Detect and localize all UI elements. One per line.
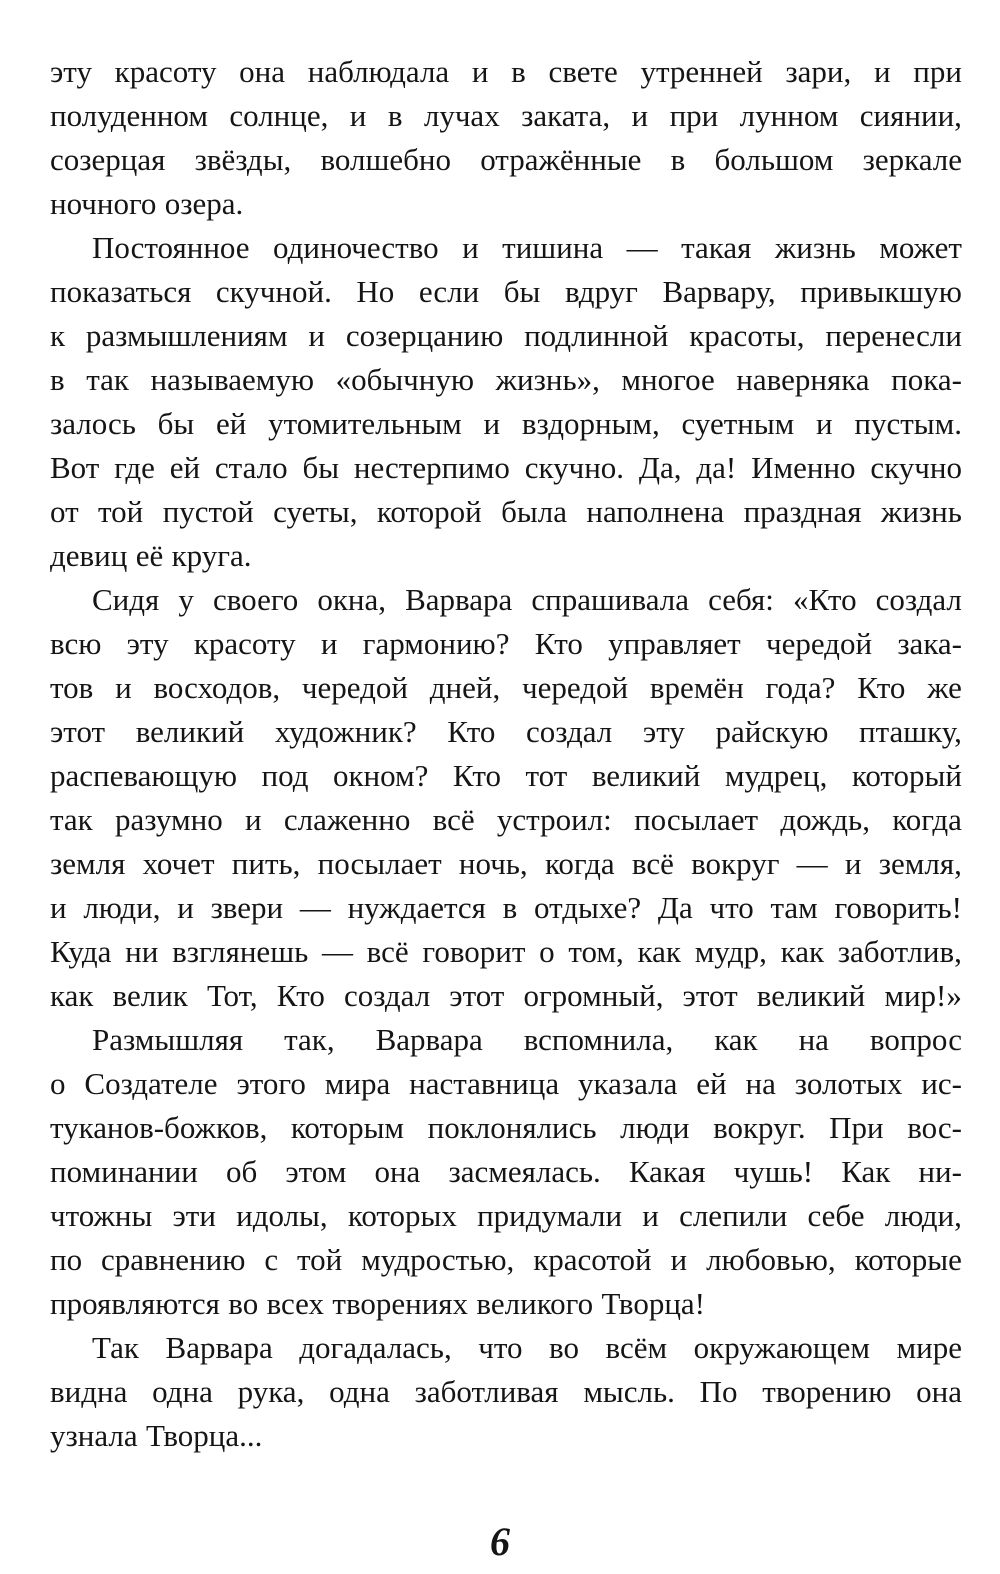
- text-line: Размышляя так, Варвара вспомнила, как на вопрос: [92, 1022, 962, 1057]
- text-line: и люди, и звери — нуждается в отдыхе? Да что там говорить!: [50, 890, 962, 925]
- text-line: Вот где ей стало бы нестерпимо скучно. Да, да! Именно скучно: [50, 450, 962, 485]
- text-line: девиц её круга.: [50, 538, 252, 573]
- text-line: Сидя у своего окна, Варвара спрашивала себя: «Кто создал: [92, 582, 962, 617]
- text-line: видна одна рука, одна заботливая мысль. По творению она: [50, 1374, 962, 1409]
- text-line: Постоянное одиночество и тишина — такая жизнь может: [92, 230, 962, 265]
- page-number: 6: [490, 1519, 510, 1564]
- text-line: залось бы ей утомительным и вздорным, суетным и пустым.: [50, 406, 962, 441]
- text-line: Так Варвара догадалась, что во всём окружающем мире: [92, 1330, 962, 1365]
- text-line: узнала Творца...: [50, 1418, 263, 1453]
- text-line: распевающую под окном? Кто тот великий мудрец, который: [50, 758, 962, 793]
- body-text: [50, 50, 962, 1458]
- text-line: к размышлениям и созерцанию подлинной красоты, перенесли: [50, 318, 962, 353]
- text-line: по сравнению с той мудростью, красотой и любовью, которые: [50, 1242, 962, 1277]
- text-line: как велик Тот, Кто создал этот огромный, этот великий мир!»: [50, 978, 962, 1013]
- text-line: тов и восходов, чередой дней, чередой времён года? Кто же: [50, 670, 962, 705]
- text-line: земля хочет пить, посылает ночь, когда всё вокруг — и земля,: [50, 846, 962, 881]
- text-line: проявляются во всех творениях великого Творца!: [50, 1286, 705, 1321]
- text-line: так разумно и слаженно всё устроил: посылает дождь, когда: [50, 802, 962, 837]
- text-line: Куда ни взглянешь — всё говорит о том, как мудр, как заботлив,: [50, 934, 962, 969]
- text-line: чтожны эти идолы, которых придумали и слепили себе люди,: [50, 1198, 962, 1233]
- text-line: в так называемую «обычную жизнь», многое наверняка пока-: [50, 362, 962, 397]
- text-line: полуденном солнце, и в лучах заката, и при лунном сиянии,: [50, 98, 962, 133]
- text-line: эту красоту она наблюдала и в свете утренней зари, и при: [50, 54, 962, 89]
- text-line: от той пустой суеты, которой была наполнена праздная жизнь: [50, 494, 962, 529]
- text-line: этот великий художник? Кто создал эту райскую пташку,: [50, 714, 962, 749]
- text-line: созерцая звёзды, волшебно отражённые в большом зеркале: [50, 142, 962, 177]
- text-line: ночного озера.: [50, 186, 244, 221]
- text-line: поминании об этом она засмеялась. Какая чушь! Как ни-: [50, 1154, 962, 1189]
- text-line: показаться скучной. Но если бы вдруг Варвару, привыкшую: [50, 274, 962, 309]
- text-line: туканов-божков, которым поклонялись люди вокруг. При вос-: [50, 1110, 962, 1145]
- text-line: всю эту красоту и гармонию? Кто управляет чередой зака-: [50, 626, 962, 661]
- text-line: о Создателе этого мира наставница указала ей на золотых ис-: [50, 1066, 962, 1101]
